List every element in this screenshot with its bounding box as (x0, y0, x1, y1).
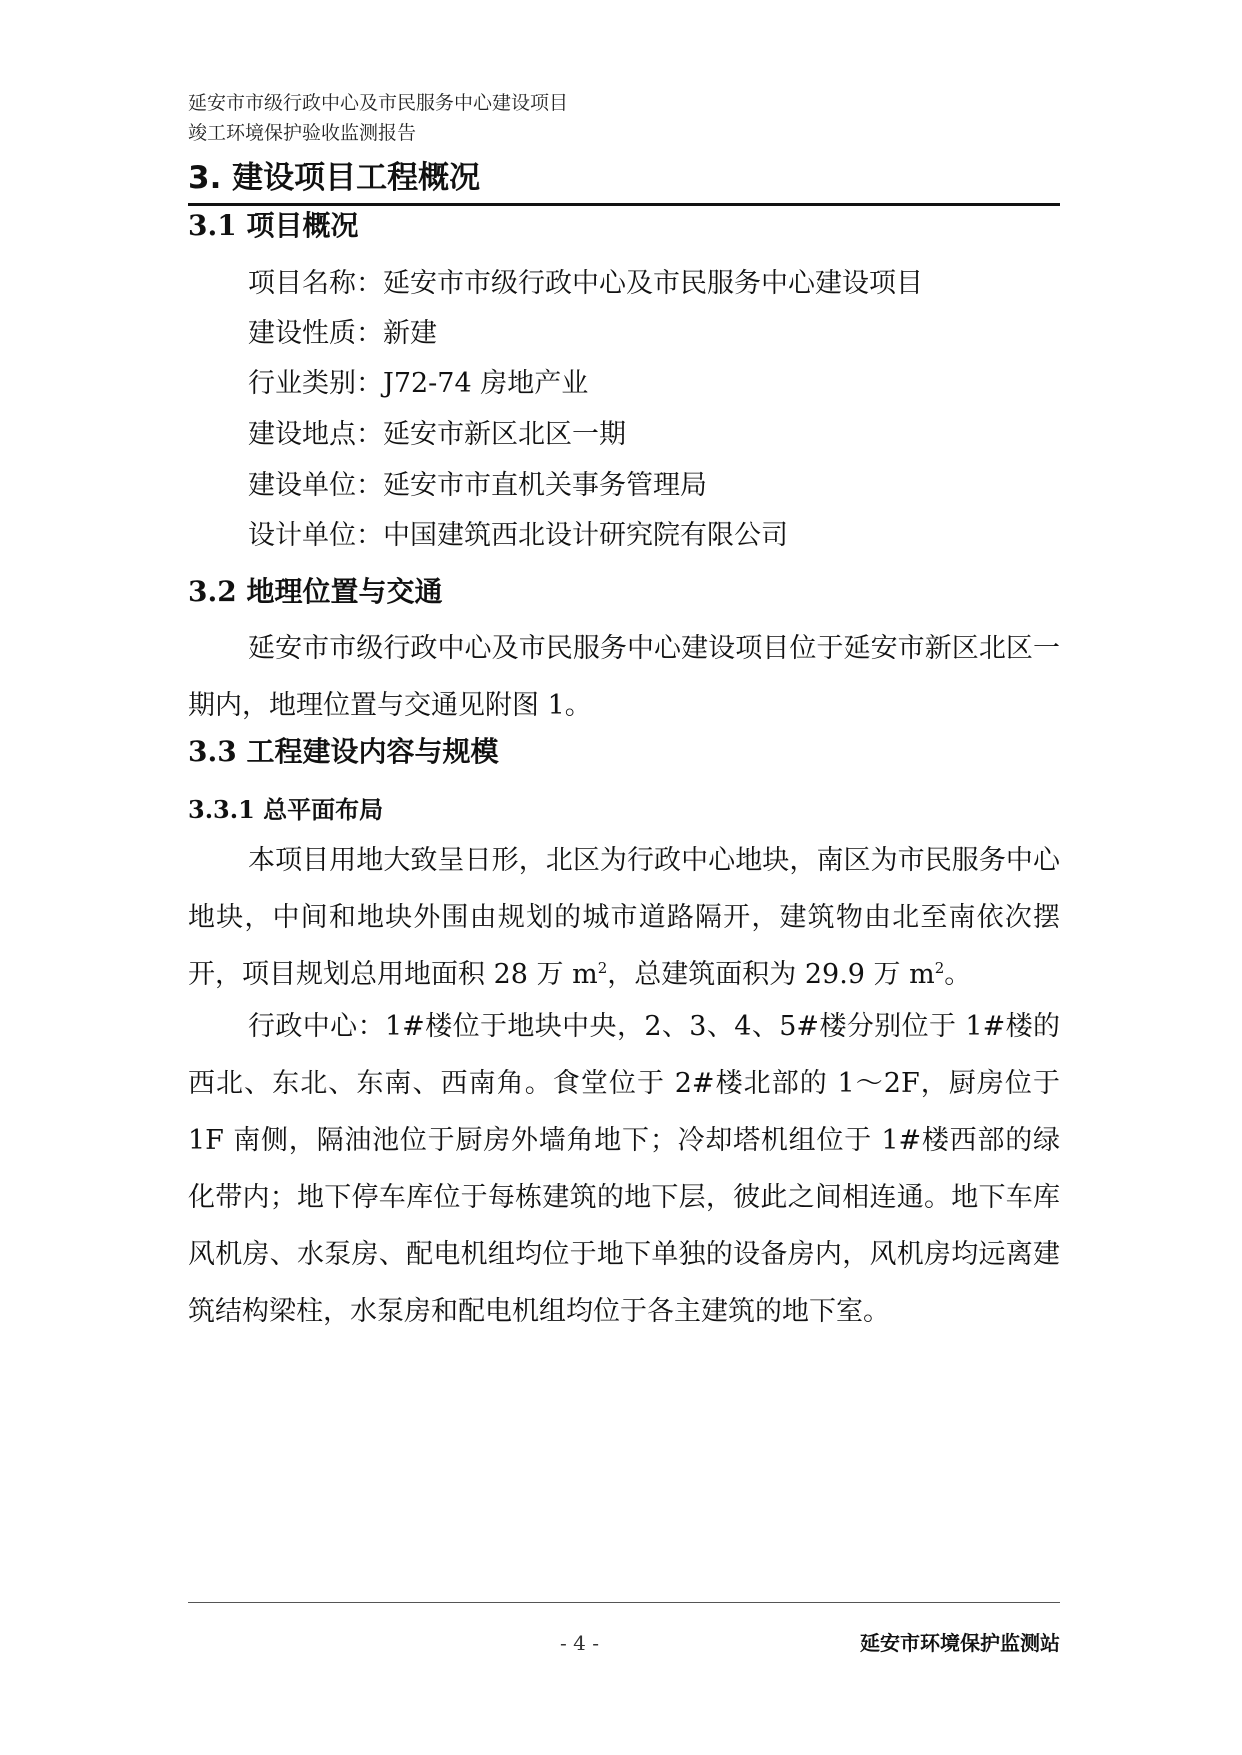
construction-site-line: 建设地点：延安市新区北区一期 (248, 419, 626, 450)
running-header (188, 88, 568, 148)
section-3-3-heading: 3.3 工程建设内容与规模 (188, 735, 499, 768)
section-3-1-heading: 3.1 项目概况 (188, 209, 359, 242)
header-line-1: 延安市市级行政中心及市民服务中心建设项目 (188, 92, 569, 114)
chapter-title: 3. 建设项目工程概况 (188, 160, 481, 196)
layout-paragraph-text-3: 。 (944, 959, 972, 990)
layout-paragraph-text-1: 本项目用地大致呈日形，北区为行政中心地块，南区为市民服务中心地块，中间和地块外围由规划的城市道路隔开，建筑物由北至南依次摆开，项目规划总用地面积 28 万 m (188, 845, 1060, 990)
footer-rule (188, 1602, 1060, 1603)
page-number: - 4 - (560, 1631, 599, 1655)
layout-paragraph (188, 832, 1060, 1003)
section-3-2-heading: 3.2 地理位置与交通 (188, 575, 443, 608)
industry-category-line: 行业类别：J72-74 房地产业 (248, 368, 589, 399)
area-unit-superscript-2: 2 (934, 959, 945, 977)
section-3-2-paragraph: 延安市市级行政中心及市民服务中心建设项目位于延安市新区北区一期内，地理位置与交通见附图 1。 (188, 633, 1060, 721)
project-name-line: 项目名称：延安市市级行政中心及市民服务中心建设项目 (248, 268, 923, 299)
section-3-3-1-heading: 3.3.1 总平面布局 (188, 795, 384, 824)
construction-nature-line: 建设性质：新建 (248, 318, 437, 349)
layout-paragraph-text-2: ，总建筑面积为 29.9 万 m (607, 959, 935, 990)
construction-unit-line: 建设单位：延安市市直机关事务管理局 (248, 470, 707, 501)
admin-center-paragraph: 行政中心：1#楼位于地块中央，2、3、4、5#楼分别位于 1#楼的西北、东北、东南、西南角。食堂位于 2#楼北部的 1～2F，厨房位于 1F 南侧，隔油池位于厨房外墙角地下；冷却塔机组位于 1#楼西部的绿化带内；地下停车库位于每栋建筑的地下层，彼此之间相连通。地下车库风机房、水泵房、配电机组均位于地下单独的设备房内，风机房均远离建筑结构梁柱，水泵房和配电机组均位于各主建筑的地下室。 (188, 1011, 1060, 1327)
footer-organization: 延安市环境保护监测站 (860, 1631, 1060, 1655)
area-unit-superscript-1: 2 (597, 959, 608, 977)
design-unit-line: 设计单位：中国建筑西北设计研究院有限公司 (248, 520, 788, 551)
header-line-2: 竣工环境保护验收监测报告 (188, 122, 417, 144)
